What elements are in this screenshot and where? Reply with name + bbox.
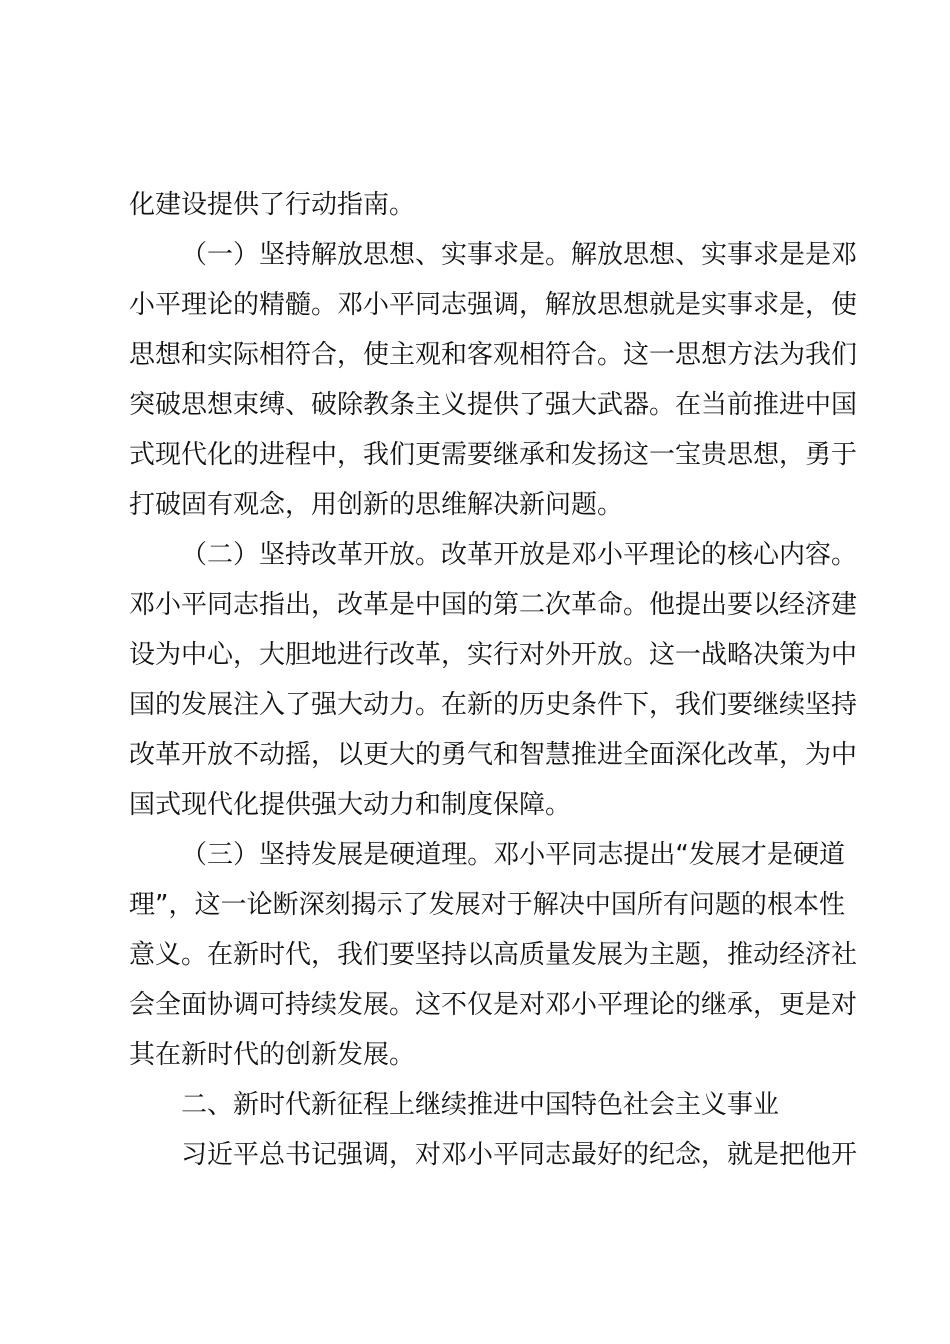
text-line: 突破思想束缚、破除教条主义提供了强大武器。在当前推进中国 — [129, 390, 858, 420]
text-line: 化建设提供了行动指南。 — [129, 190, 416, 220]
text-line: 国的发展注入了强大动力。在新的历史条件下，我们要继续坚持 — [129, 690, 858, 720]
text-line: 意义。在新时代，我们要坚持以高质量发展为主题，推动经济社 — [129, 940, 858, 970]
text-line: 式现代化的进程中，我们更需要继承和发扬这一宝贵思想，勇于 — [129, 440, 858, 470]
text-line: 会全面协调可持续发展。这不仅是对邓小平理论的继承，更是对 — [129, 990, 858, 1020]
text-line: 习近平总书记强调，对邓小平同志最好的纪念，就是把他开 — [181, 1140, 858, 1170]
text-line: 邓小平同志指出，改革是中国的第二次革命。他提出要以经济建 — [129, 590, 858, 620]
subheading-line: （三）坚持发展是硬道理。邓小平同志提出“发展才是硬道 — [181, 840, 845, 870]
text-line: 打破固有观念，用创新的思维解决新问题。 — [129, 490, 624, 520]
section-heading: 二、新时代新征程上继续推进中国特色社会主义事业 — [181, 1090, 780, 1120]
subheading-line: （二）坚持改革开放。改革开放是邓小平理论的核心内容。 — [181, 540, 858, 570]
subheading-line: （一）坚持解放思想、实事求是。解放思想、实事求是是邓 — [181, 240, 858, 270]
text-line: 小平理论的精髓。邓小平同志强调，解放思想就是实事求是，使 — [129, 290, 858, 320]
text-line: 设为中心，大胆地进行改革，实行对外开放。这一战略决策为中 — [129, 640, 858, 670]
text-line: 理”，这一论断深刻揭示了发展对于解决中国所有问题的根本性 — [129, 890, 845, 920]
text-line: 其在新时代的创新发展。 — [129, 1040, 416, 1070]
text-line: 改革开放不动摇，以更大的勇气和智慧推进全面深化改革，为中 — [129, 740, 858, 770]
text-line: 国式现代化提供强大动力和制度保障。 — [129, 790, 572, 820]
text-line: 思想和实际相符合，使主观和客观相符合。这一思想方法为我们 — [129, 340, 858, 370]
